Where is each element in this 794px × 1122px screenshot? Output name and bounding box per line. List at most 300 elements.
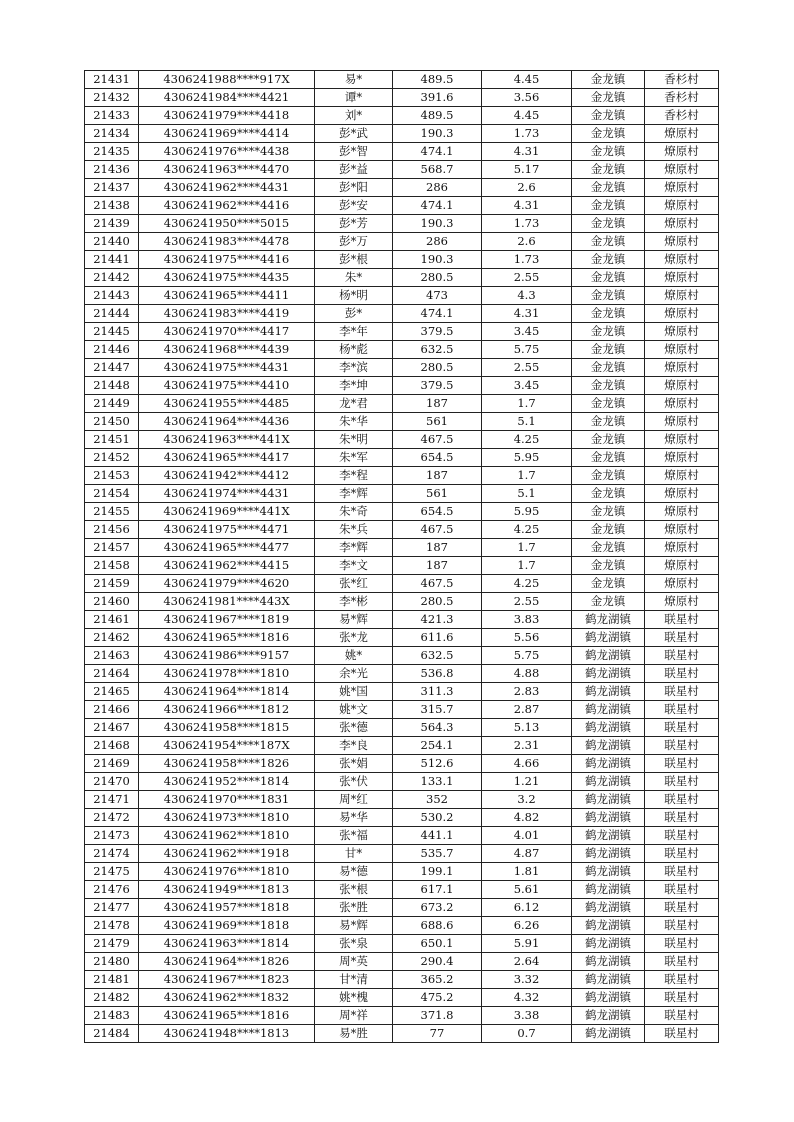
table-row bbox=[85, 161, 719, 179]
amount-cell: 1.73 bbox=[482, 215, 572, 233]
name-cell: 朱*华 bbox=[315, 413, 393, 431]
table-row bbox=[85, 557, 719, 575]
amount-cell: 5.1 bbox=[482, 485, 572, 503]
town-cell: 金龙镇 bbox=[572, 197, 645, 215]
town-cell: 金龙镇 bbox=[572, 521, 645, 539]
serial-number-cell: 21464 bbox=[85, 665, 139, 683]
serial-number-cell: 21442 bbox=[85, 269, 139, 287]
village-cell: 燎原村 bbox=[645, 575, 719, 593]
id-number-cell: 4306241984****4421 bbox=[139, 89, 315, 107]
village-cell: 燎原村 bbox=[645, 593, 719, 611]
village-cell: 联星村 bbox=[645, 665, 719, 683]
name-cell: 朱*军 bbox=[315, 449, 393, 467]
id-number-cell: 4306241957****1818 bbox=[139, 899, 315, 917]
id-number-cell: 4306241965****1816 bbox=[139, 1007, 315, 1025]
village-cell: 燎原村 bbox=[645, 521, 719, 539]
village-cell: 香杉村 bbox=[645, 71, 719, 89]
area-cell: 187 bbox=[393, 557, 482, 575]
id-number-cell: 4306241975****4431 bbox=[139, 359, 315, 377]
table-row bbox=[85, 827, 719, 845]
serial-number-cell: 21472 bbox=[85, 809, 139, 827]
serial-number-cell: 21439 bbox=[85, 215, 139, 233]
area-cell: 650.1 bbox=[393, 935, 482, 953]
id-number-cell: 4306241964****4436 bbox=[139, 413, 315, 431]
name-cell: 张*娟 bbox=[315, 755, 393, 773]
id-number-cell: 4306241962****1810 bbox=[139, 827, 315, 845]
name-cell: 张*龙 bbox=[315, 629, 393, 647]
id-number-cell: 4306241979****4620 bbox=[139, 575, 315, 593]
town-cell: 鹤龙湖镇 bbox=[572, 737, 645, 755]
village-cell: 联星村 bbox=[645, 809, 719, 827]
area-cell: 561 bbox=[393, 485, 482, 503]
village-cell: 燎原村 bbox=[645, 269, 719, 287]
village-cell: 燎原村 bbox=[645, 341, 719, 359]
village-cell: 燎原村 bbox=[645, 125, 719, 143]
town-cell: 金龙镇 bbox=[572, 503, 645, 521]
town-cell: 鹤龙湖镇 bbox=[572, 773, 645, 791]
amount-cell: 1.7 bbox=[482, 395, 572, 413]
amount-cell: 2.6 bbox=[482, 179, 572, 197]
serial-number-cell: 21468 bbox=[85, 737, 139, 755]
serial-number-cell: 21455 bbox=[85, 503, 139, 521]
serial-number-cell: 21466 bbox=[85, 701, 139, 719]
name-cell: 张*德 bbox=[315, 719, 393, 737]
id-number-cell: 4306241966****1812 bbox=[139, 701, 315, 719]
amount-cell: 2.64 bbox=[482, 953, 572, 971]
area-cell: 474.1 bbox=[393, 143, 482, 161]
amount-cell: 2.6 bbox=[482, 233, 572, 251]
area-cell: 441.1 bbox=[393, 827, 482, 845]
serial-number-cell: 21454 bbox=[85, 485, 139, 503]
table-row bbox=[85, 197, 719, 215]
amount-cell: 3.83 bbox=[482, 611, 572, 629]
table-row bbox=[85, 413, 719, 431]
amount-cell: 4.31 bbox=[482, 143, 572, 161]
village-cell: 联星村 bbox=[645, 611, 719, 629]
serial-number-cell: 21435 bbox=[85, 143, 139, 161]
name-cell: 余*光 bbox=[315, 665, 393, 683]
id-number-cell: 4306241968****4439 bbox=[139, 341, 315, 359]
village-cell: 燎原村 bbox=[645, 251, 719, 269]
amount-cell: 1.21 bbox=[482, 773, 572, 791]
table-row bbox=[85, 593, 719, 611]
village-cell: 联星村 bbox=[645, 863, 719, 881]
amount-cell: 4.45 bbox=[482, 107, 572, 125]
town-cell: 鹤龙湖镇 bbox=[572, 719, 645, 737]
amount-cell: 1.73 bbox=[482, 125, 572, 143]
serial-number-cell: 21474 bbox=[85, 845, 139, 863]
village-cell: 联星村 bbox=[645, 953, 719, 971]
town-cell: 金龙镇 bbox=[572, 143, 645, 161]
serial-number-cell: 21433 bbox=[85, 107, 139, 125]
village-cell: 联星村 bbox=[645, 683, 719, 701]
amount-cell: 4.66 bbox=[482, 755, 572, 773]
town-cell: 鹤龙湖镇 bbox=[572, 935, 645, 953]
village-cell: 联星村 bbox=[645, 629, 719, 647]
town-cell: 金龙镇 bbox=[572, 125, 645, 143]
name-cell: 周*红 bbox=[315, 791, 393, 809]
town-cell: 鹤龙湖镇 bbox=[572, 1025, 645, 1043]
amount-cell: 4.31 bbox=[482, 305, 572, 323]
serial-number-cell: 21479 bbox=[85, 935, 139, 953]
table-row bbox=[85, 1025, 719, 1043]
table-row bbox=[85, 341, 719, 359]
name-cell: 李*年 bbox=[315, 323, 393, 341]
serial-number-cell: 21471 bbox=[85, 791, 139, 809]
amount-cell: 3.32 bbox=[482, 971, 572, 989]
village-cell: 燎原村 bbox=[645, 395, 719, 413]
village-cell: 燎原村 bbox=[645, 215, 719, 233]
name-cell: 李*彬 bbox=[315, 593, 393, 611]
town-cell: 鹤龙湖镇 bbox=[572, 845, 645, 863]
id-number-cell: 4306241976****1810 bbox=[139, 863, 315, 881]
area-cell: 254.1 bbox=[393, 737, 482, 755]
table-row bbox=[85, 989, 719, 1007]
name-cell: 彭*阳 bbox=[315, 179, 393, 197]
town-cell: 金龙镇 bbox=[572, 179, 645, 197]
serial-number-cell: 21463 bbox=[85, 647, 139, 665]
id-number-cell: 4306241970****4417 bbox=[139, 323, 315, 341]
area-cell: 280.5 bbox=[393, 269, 482, 287]
amount-cell: 2.55 bbox=[482, 269, 572, 287]
table-row bbox=[85, 665, 719, 683]
area-cell: 199.1 bbox=[393, 863, 482, 881]
amount-cell: 2.31 bbox=[482, 737, 572, 755]
name-cell: 彭*万 bbox=[315, 233, 393, 251]
serial-number-cell: 21451 bbox=[85, 431, 139, 449]
area-cell: 371.8 bbox=[393, 1007, 482, 1025]
id-number-cell: 4306241965****1816 bbox=[139, 629, 315, 647]
area-cell: 311.3 bbox=[393, 683, 482, 701]
village-cell: 香杉村 bbox=[645, 89, 719, 107]
area-cell: 77 bbox=[393, 1025, 482, 1043]
table-row bbox=[85, 737, 719, 755]
village-cell: 联星村 bbox=[645, 881, 719, 899]
serial-number-cell: 21461 bbox=[85, 611, 139, 629]
serial-number-cell: 21470 bbox=[85, 773, 139, 791]
town-cell: 鹤龙湖镇 bbox=[572, 791, 645, 809]
area-cell: 190.3 bbox=[393, 251, 482, 269]
area-cell: 280.5 bbox=[393, 359, 482, 377]
name-cell: 彭*益 bbox=[315, 161, 393, 179]
name-cell: 姚* bbox=[315, 647, 393, 665]
serial-number-cell: 21441 bbox=[85, 251, 139, 269]
table-row bbox=[85, 629, 719, 647]
area-cell: 474.1 bbox=[393, 305, 482, 323]
village-cell: 联星村 bbox=[645, 701, 719, 719]
name-cell: 杨*明 bbox=[315, 287, 393, 305]
town-cell: 金龙镇 bbox=[572, 359, 645, 377]
town-cell: 鹤龙湖镇 bbox=[572, 1007, 645, 1025]
village-cell: 联星村 bbox=[645, 755, 719, 773]
name-cell: 姚*槐 bbox=[315, 989, 393, 1007]
village-cell: 联星村 bbox=[645, 935, 719, 953]
name-cell: 易*辉 bbox=[315, 611, 393, 629]
town-cell: 鹤龙湖镇 bbox=[572, 683, 645, 701]
table-row bbox=[85, 575, 719, 593]
area-cell: 190.3 bbox=[393, 215, 482, 233]
town-cell: 鹤龙湖镇 bbox=[572, 989, 645, 1007]
area-cell: 688.6 bbox=[393, 917, 482, 935]
area-cell: 561 bbox=[393, 413, 482, 431]
id-number-cell: 4306241986****9157 bbox=[139, 647, 315, 665]
serial-number-cell: 21473 bbox=[85, 827, 139, 845]
town-cell: 金龙镇 bbox=[572, 377, 645, 395]
name-cell: 张*泉 bbox=[315, 935, 393, 953]
id-number-cell: 4306241962****1832 bbox=[139, 989, 315, 1007]
serial-number-cell: 21438 bbox=[85, 197, 139, 215]
name-cell: 朱*兵 bbox=[315, 521, 393, 539]
town-cell: 金龙镇 bbox=[572, 449, 645, 467]
id-number-cell: 4306241969****1818 bbox=[139, 917, 315, 935]
town-cell: 金龙镇 bbox=[572, 71, 645, 89]
amount-cell: 2.55 bbox=[482, 359, 572, 377]
table-row bbox=[85, 233, 719, 251]
table-row bbox=[85, 125, 719, 143]
table-row bbox=[85, 215, 719, 233]
amount-cell: 2.87 bbox=[482, 701, 572, 719]
town-cell: 金龙镇 bbox=[572, 107, 645, 125]
area-cell: 467.5 bbox=[393, 575, 482, 593]
table-row bbox=[85, 755, 719, 773]
amount-cell: 6.26 bbox=[482, 917, 572, 935]
amount-cell: 1.7 bbox=[482, 539, 572, 557]
table-row bbox=[85, 449, 719, 467]
amount-cell: 4.25 bbox=[482, 575, 572, 593]
serial-number-cell: 21469 bbox=[85, 755, 139, 773]
id-number-cell: 4306241983****4419 bbox=[139, 305, 315, 323]
village-cell: 联星村 bbox=[645, 647, 719, 665]
name-cell: 易* bbox=[315, 71, 393, 89]
name-cell: 杨*彪 bbox=[315, 341, 393, 359]
id-number-cell: 4306241962****4415 bbox=[139, 557, 315, 575]
serial-number-cell: 21477 bbox=[85, 899, 139, 917]
table-row bbox=[85, 1007, 719, 1025]
id-number-cell: 4306241955****4485 bbox=[139, 395, 315, 413]
table-row bbox=[85, 953, 719, 971]
name-cell: 张*胜 bbox=[315, 899, 393, 917]
serial-number-cell: 21436 bbox=[85, 161, 139, 179]
amount-cell: 1.81 bbox=[482, 863, 572, 881]
name-cell: 李*坤 bbox=[315, 377, 393, 395]
serial-number-cell: 21478 bbox=[85, 917, 139, 935]
village-cell: 燎原村 bbox=[645, 323, 719, 341]
table-row bbox=[85, 71, 719, 89]
area-cell: 489.5 bbox=[393, 107, 482, 125]
amount-cell: 6.12 bbox=[482, 899, 572, 917]
id-number-cell: 4306241970****1831 bbox=[139, 791, 315, 809]
village-cell: 燎原村 bbox=[645, 467, 719, 485]
serial-number-cell: 21482 bbox=[85, 989, 139, 1007]
serial-number-cell: 21440 bbox=[85, 233, 139, 251]
table-row bbox=[85, 305, 719, 323]
id-number-cell: 4306241962****1918 bbox=[139, 845, 315, 863]
area-cell: 379.5 bbox=[393, 323, 482, 341]
id-number-cell: 4306241949****1813 bbox=[139, 881, 315, 899]
table-row bbox=[85, 917, 719, 935]
serial-number-cell: 21467 bbox=[85, 719, 139, 737]
village-cell: 联星村 bbox=[645, 737, 719, 755]
serial-number-cell: 21450 bbox=[85, 413, 139, 431]
table-row bbox=[85, 611, 719, 629]
table-row bbox=[85, 467, 719, 485]
town-cell: 鹤龙湖镇 bbox=[572, 971, 645, 989]
name-cell: 李*辉 bbox=[315, 485, 393, 503]
name-cell: 张*根 bbox=[315, 881, 393, 899]
id-number-cell: 4306241962****4416 bbox=[139, 197, 315, 215]
town-cell: 鹤龙湖镇 bbox=[572, 755, 645, 773]
serial-number-cell: 21443 bbox=[85, 287, 139, 305]
serial-number-cell: 21445 bbox=[85, 323, 139, 341]
serial-number-cell: 21432 bbox=[85, 89, 139, 107]
area-cell: 632.5 bbox=[393, 647, 482, 665]
amount-cell: 1.7 bbox=[482, 467, 572, 485]
table-row bbox=[85, 539, 719, 557]
table-row bbox=[85, 107, 719, 125]
table-row bbox=[85, 683, 719, 701]
amount-cell: 4.31 bbox=[482, 197, 572, 215]
table-row bbox=[85, 395, 719, 413]
area-cell: 286 bbox=[393, 233, 482, 251]
serial-number-cell: 21465 bbox=[85, 683, 139, 701]
amount-cell: 5.95 bbox=[482, 503, 572, 521]
table-row bbox=[85, 647, 719, 665]
amount-cell: 2.55 bbox=[482, 593, 572, 611]
amount-cell: 4.25 bbox=[482, 521, 572, 539]
village-cell: 燎原村 bbox=[645, 197, 719, 215]
amount-cell: 1.7 bbox=[482, 557, 572, 575]
id-number-cell: 4306241979****4418 bbox=[139, 107, 315, 125]
village-cell: 联星村 bbox=[645, 971, 719, 989]
amount-cell: 5.75 bbox=[482, 647, 572, 665]
amount-cell: 4.32 bbox=[482, 989, 572, 1007]
name-cell: 李*滨 bbox=[315, 359, 393, 377]
name-cell: 彭*根 bbox=[315, 251, 393, 269]
amount-cell: 3.45 bbox=[482, 323, 572, 341]
serial-number-cell: 21446 bbox=[85, 341, 139, 359]
area-cell: 512.6 bbox=[393, 755, 482, 773]
amount-cell: 4.87 bbox=[482, 845, 572, 863]
village-cell: 燎原村 bbox=[645, 305, 719, 323]
village-cell: 联星村 bbox=[645, 773, 719, 791]
serial-number-cell: 21460 bbox=[85, 593, 139, 611]
area-cell: 564.3 bbox=[393, 719, 482, 737]
town-cell: 鹤龙湖镇 bbox=[572, 917, 645, 935]
name-cell: 李*程 bbox=[315, 467, 393, 485]
area-cell: 379.5 bbox=[393, 377, 482, 395]
village-cell: 联星村 bbox=[645, 989, 719, 1007]
village-cell: 燎原村 bbox=[645, 449, 719, 467]
area-cell: 632.5 bbox=[393, 341, 482, 359]
name-cell: 易*德 bbox=[315, 863, 393, 881]
village-cell: 燎原村 bbox=[645, 485, 719, 503]
town-cell: 金龙镇 bbox=[572, 323, 645, 341]
name-cell: 朱*奇 bbox=[315, 503, 393, 521]
amount-cell: 4.88 bbox=[482, 665, 572, 683]
town-cell: 金龙镇 bbox=[572, 233, 645, 251]
name-cell: 龙*君 bbox=[315, 395, 393, 413]
table-row bbox=[85, 701, 719, 719]
table-row bbox=[85, 377, 719, 395]
serial-number-cell: 21480 bbox=[85, 953, 139, 971]
area-cell: 133.1 bbox=[393, 773, 482, 791]
village-cell: 燎原村 bbox=[645, 161, 719, 179]
town-cell: 鹤龙湖镇 bbox=[572, 863, 645, 881]
id-number-cell: 4306241975****4416 bbox=[139, 251, 315, 269]
area-cell: 535.7 bbox=[393, 845, 482, 863]
area-cell: 391.6 bbox=[393, 89, 482, 107]
town-cell: 鹤龙湖镇 bbox=[572, 899, 645, 917]
amount-cell: 1.73 bbox=[482, 251, 572, 269]
area-cell: 654.5 bbox=[393, 449, 482, 467]
area-cell: 286 bbox=[393, 179, 482, 197]
table-row bbox=[85, 287, 719, 305]
town-cell: 鹤龙湖镇 bbox=[572, 827, 645, 845]
area-cell: 290.4 bbox=[393, 953, 482, 971]
village-cell: 香杉村 bbox=[645, 107, 719, 125]
village-cell: 联星村 bbox=[645, 791, 719, 809]
town-cell: 金龙镇 bbox=[572, 431, 645, 449]
area-cell: 190.3 bbox=[393, 125, 482, 143]
serial-number-cell: 21483 bbox=[85, 1007, 139, 1025]
area-cell: 536.8 bbox=[393, 665, 482, 683]
village-cell: 联星村 bbox=[645, 845, 719, 863]
name-cell: 易*华 bbox=[315, 809, 393, 827]
table-row bbox=[85, 89, 719, 107]
id-number-cell: 4306241978****1810 bbox=[139, 665, 315, 683]
area-cell: 352 bbox=[393, 791, 482, 809]
village-cell: 燎原村 bbox=[645, 413, 719, 431]
area-cell: 489.5 bbox=[393, 71, 482, 89]
table-row bbox=[85, 791, 719, 809]
name-cell: 姚*文 bbox=[315, 701, 393, 719]
id-number-cell: 4306241948****1813 bbox=[139, 1025, 315, 1043]
id-number-cell: 4306241965****4477 bbox=[139, 539, 315, 557]
serial-number-cell: 21444 bbox=[85, 305, 139, 323]
serial-number-cell: 21434 bbox=[85, 125, 139, 143]
id-number-cell: 4306241962****4431 bbox=[139, 179, 315, 197]
village-cell: 联星村 bbox=[645, 899, 719, 917]
serial-number-cell: 21449 bbox=[85, 395, 139, 413]
town-cell: 金龙镇 bbox=[572, 287, 645, 305]
village-cell: 燎原村 bbox=[645, 143, 719, 161]
village-cell: 联星村 bbox=[645, 1025, 719, 1043]
id-number-cell: 4306241964****1814 bbox=[139, 683, 315, 701]
amount-cell: 4.25 bbox=[482, 431, 572, 449]
amount-cell: 3.56 bbox=[482, 89, 572, 107]
serial-number-cell: 21458 bbox=[85, 557, 139, 575]
id-number-cell: 4306241963****441X bbox=[139, 431, 315, 449]
id-number-cell: 4306241969****441X bbox=[139, 503, 315, 521]
id-number-cell: 4306241958****1826 bbox=[139, 755, 315, 773]
serial-number-cell: 21457 bbox=[85, 539, 139, 557]
name-cell: 姚*国 bbox=[315, 683, 393, 701]
id-number-cell: 4306241974****4431 bbox=[139, 485, 315, 503]
id-number-cell: 4306241983****4478 bbox=[139, 233, 315, 251]
village-cell: 燎原村 bbox=[645, 503, 719, 521]
area-cell: 315.7 bbox=[393, 701, 482, 719]
name-cell: 易*胜 bbox=[315, 1025, 393, 1043]
serial-number-cell: 21456 bbox=[85, 521, 139, 539]
name-cell: 彭*智 bbox=[315, 143, 393, 161]
town-cell: 金龙镇 bbox=[572, 251, 645, 269]
serial-number-cell: 21484 bbox=[85, 1025, 139, 1043]
area-cell: 654.5 bbox=[393, 503, 482, 521]
table-row bbox=[85, 485, 719, 503]
id-number-cell: 4306241976****4438 bbox=[139, 143, 315, 161]
area-cell: 467.5 bbox=[393, 521, 482, 539]
table-row bbox=[85, 809, 719, 827]
